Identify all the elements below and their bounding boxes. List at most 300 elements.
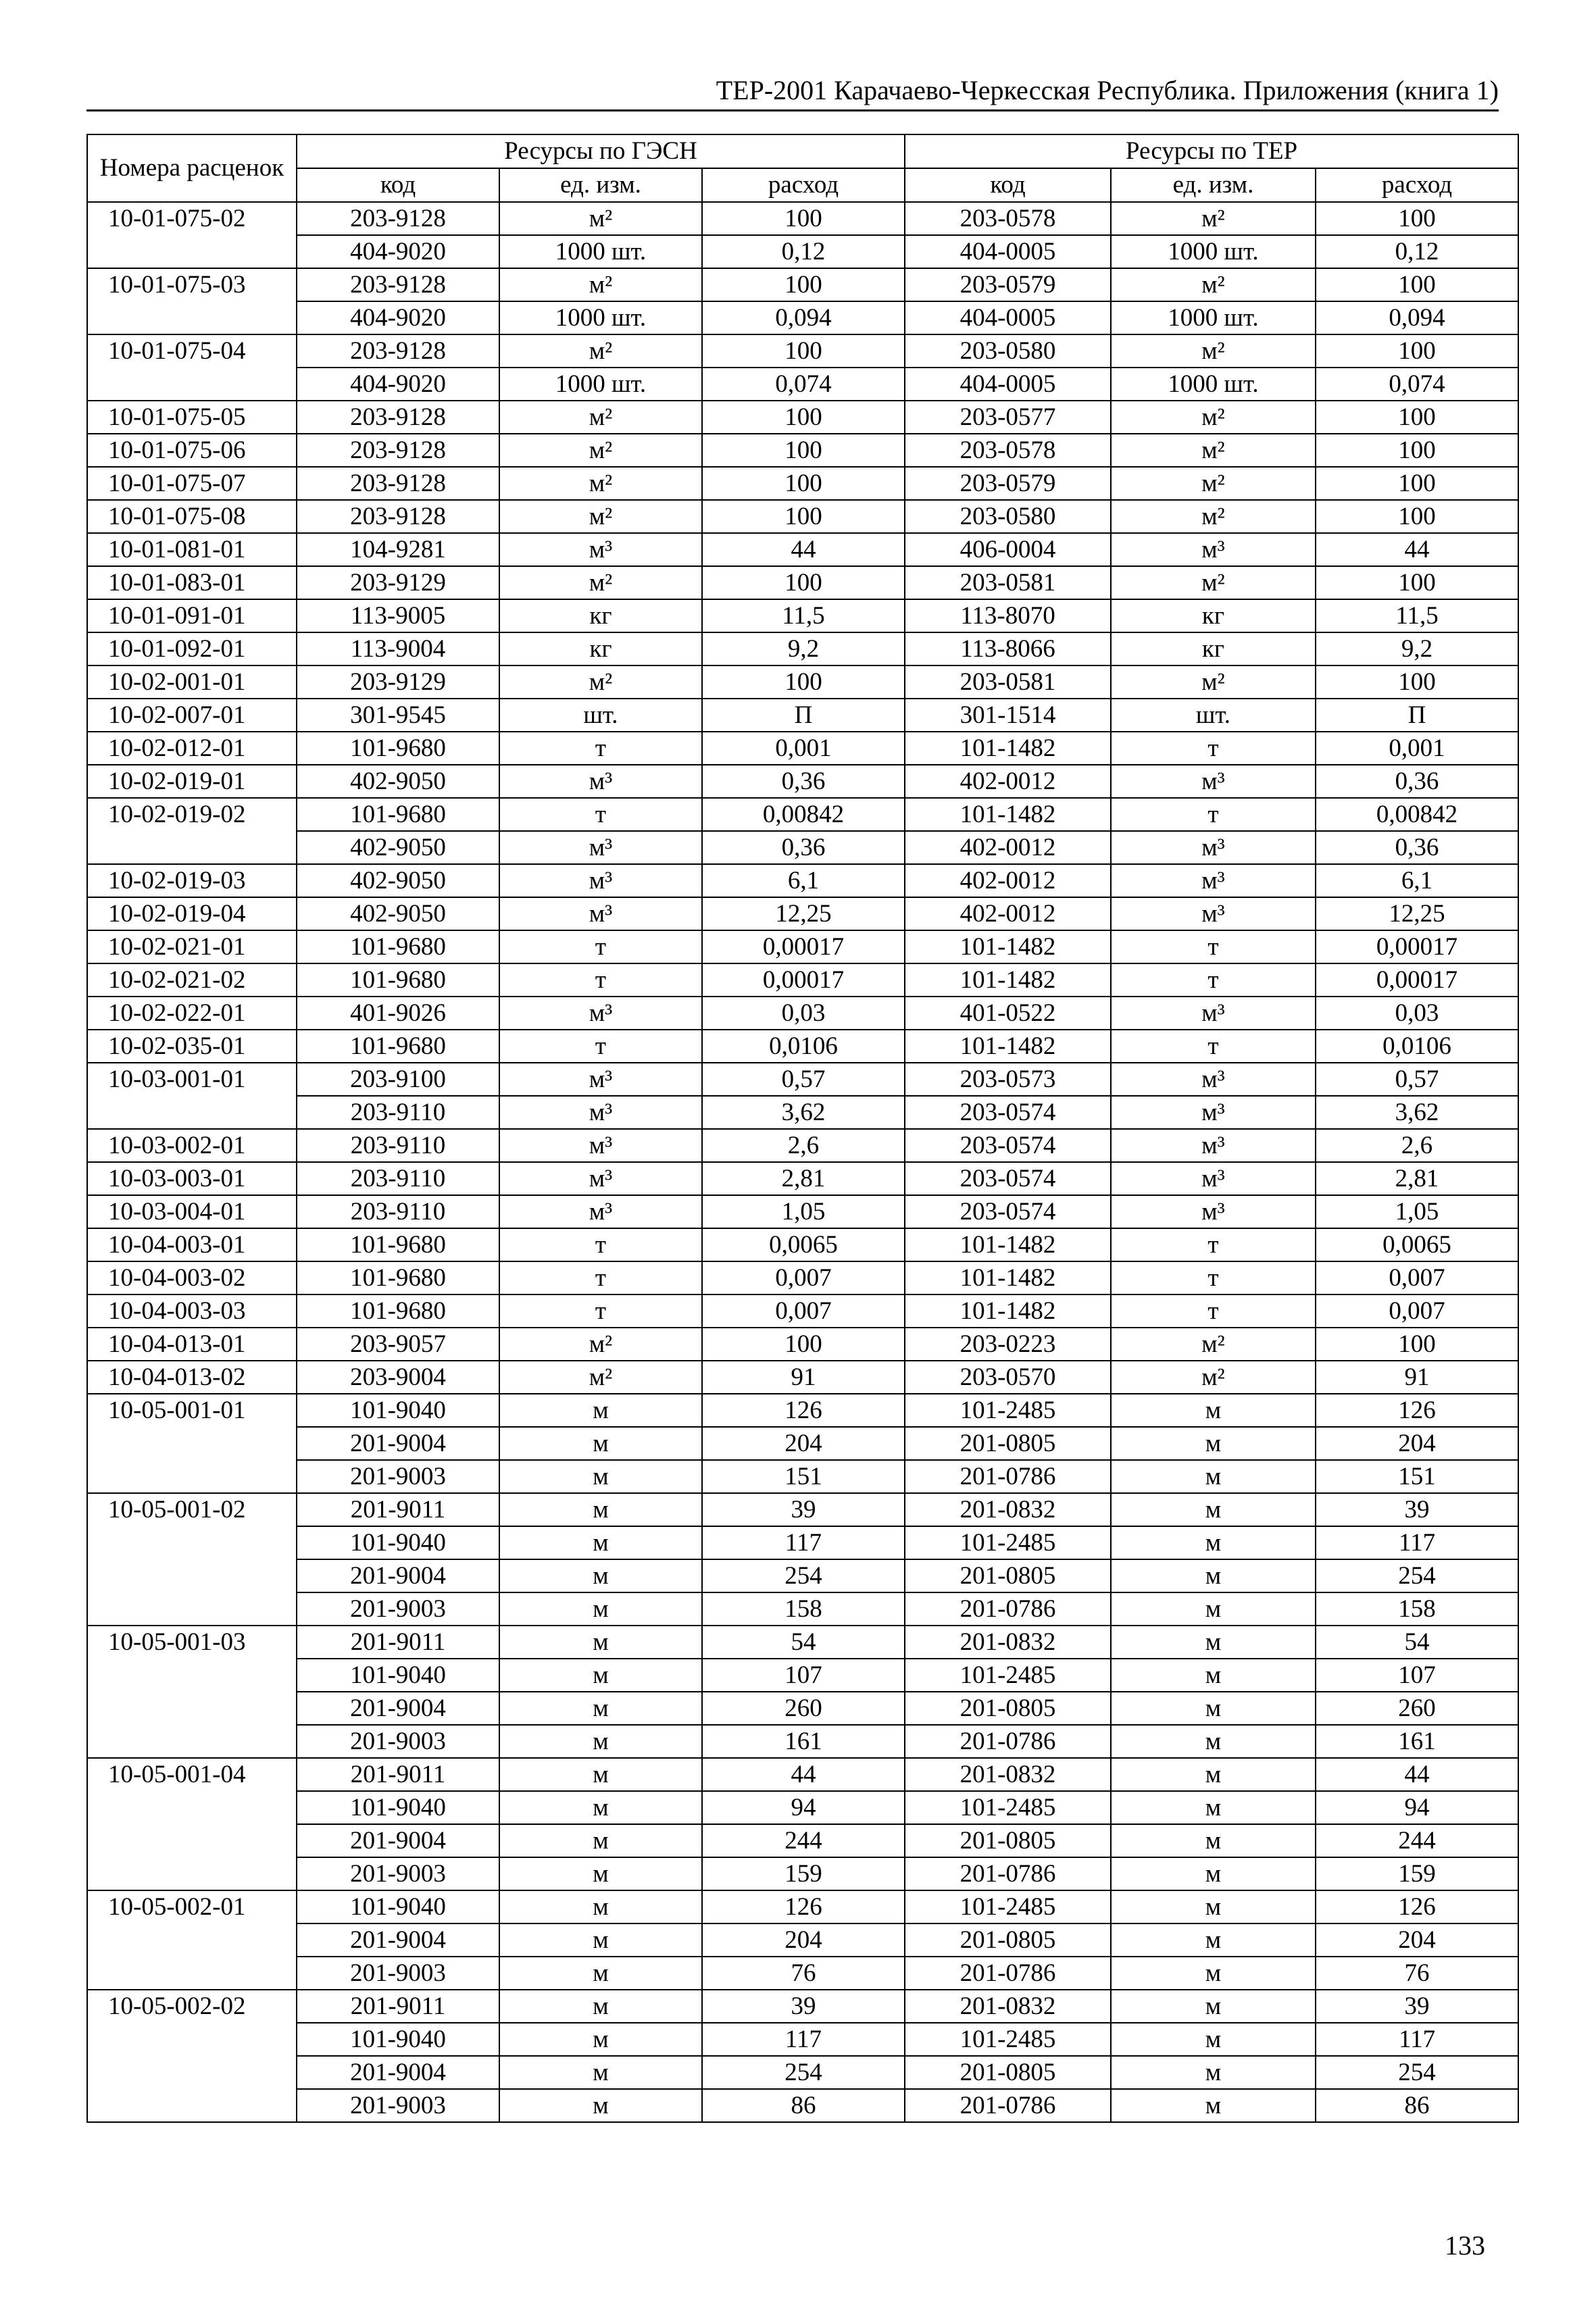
cell-ter-code: 402-0012 [905,864,1111,897]
cell-ter-qty: 11,5 [1316,599,1518,632]
cell-ter-qty: 76 [1316,1957,1518,1990]
cell-gesn-code: 203-9004 [297,1361,499,1394]
cell-gesn-unit: м [499,1990,702,2023]
cell-ter-unit: м [1111,1791,1316,1824]
table-row [87,434,1518,467]
cell-gesn-unit: т [499,1228,702,1261]
cell-gesn-code: 201-9011 [297,1758,499,1791]
cell-gesn-unit: м² [499,401,702,434]
cell-gesn-unit: кг [499,599,702,632]
table-row [87,1361,1518,1394]
cell-gesn-code: 201-9003 [297,1460,499,1493]
cell-rate-number: 10-01-075-04 [87,334,297,401]
page-header [86,68,1499,115]
cell-gesn-qty: 12,25 [702,897,905,930]
cell-ter-unit: м² [1111,467,1316,500]
cell-ter-unit: м [1111,1427,1316,1460]
cell-gesn-unit: м [499,1493,702,1526]
table-row [87,1460,1518,1493]
cell-gesn-qty: 0,03 [702,997,905,1030]
table-row [87,864,1518,897]
cell-rate-number: 10-01-075-08 [87,500,297,533]
cell-gesn-unit: м² [499,467,702,500]
table-row [87,301,1518,334]
cell-rate-number: 10-05-001-02 [87,1493,297,1626]
cell-ter-unit: м² [1111,202,1316,235]
cell-ter-unit: м³ [1111,997,1316,1030]
table-row [87,566,1518,599]
cell-gesn-code: 101-9680 [297,1261,499,1294]
cell-ter-unit: т [1111,930,1316,963]
cell-gesn-code: 203-9128 [297,401,499,434]
table-row [87,467,1518,500]
cell-ter-qty: 39 [1316,1493,1518,1526]
cell-ter-code: 201-0805 [905,1824,1111,1857]
cell-ter-unit: м³ [1111,864,1316,897]
cell-gesn-qty: 260 [702,1692,905,1725]
cell-rate-number: 10-02-019-01 [87,765,297,798]
cell-ter-qty: 0,007 [1316,1294,1518,1328]
cell-gesn-qty: 0,00842 [702,798,905,831]
cell-gesn-qty: 2,81 [702,1162,905,1195]
cell-gesn-code: 203-9110 [297,1096,499,1129]
cell-rate-number: 10-05-001-01 [87,1394,297,1493]
cell-ter-unit: м [1111,1626,1316,1659]
cell-ter-qty: 0,0065 [1316,1228,1518,1261]
cell-gesn-unit: м [499,1791,702,1824]
cell-gesn-qty: 100 [702,434,905,467]
cell-ter-qty: 100 [1316,500,1518,533]
cell-gesn-qty: 100 [702,665,905,699]
cell-ter-qty: 39 [1316,1990,1518,2023]
cell-gesn-code: 402-9050 [297,831,499,864]
cell-ter-qty: 1,05 [1316,1195,1518,1228]
cell-ter-unit: м [1111,1725,1316,1758]
table-row [87,1659,1518,1692]
table-row [87,1195,1518,1228]
cell-ter-qty: 151 [1316,1460,1518,1493]
cell-rate-number: 10-01-075-07 [87,467,297,500]
cell-ter-code: 203-0573 [905,1063,1111,1096]
cell-ter-unit: м³ [1111,765,1316,798]
cell-ter-code: 101-1482 [905,963,1111,997]
cell-ter-unit: м³ [1111,1195,1316,1228]
cell-gesn-code: 101-9680 [297,1228,499,1261]
cell-gesn-code: 203-9128 [297,268,499,301]
cell-gesn-code: 201-9011 [297,1493,499,1526]
cell-gesn-qty: 54 [702,1626,905,1659]
column-header-gesn-code: код [297,168,499,202]
cell-ter-code: 201-0805 [905,1923,1111,1957]
cell-gesn-code: 203-9128 [297,334,499,368]
cell-ter-qty: 0,074 [1316,368,1518,401]
cell-ter-qty: 126 [1316,1394,1518,1427]
cell-ter-unit: м [1111,1692,1316,1725]
cell-ter-unit: т [1111,732,1316,765]
cell-gesn-qty: 94 [702,1791,905,1824]
table-header [87,134,1518,202]
cell-ter-qty: 254 [1316,1559,1518,1592]
cell-gesn-unit: м [499,1923,702,1957]
cell-ter-code: 203-0223 [905,1328,1111,1361]
cell-ter-code: 201-0832 [905,1990,1111,2023]
cell-gesn-qty: 0,00017 [702,930,905,963]
cell-ter-qty: 0,03 [1316,997,1518,1030]
table-row [87,1890,1518,1923]
cell-ter-unit: м³ [1111,1129,1316,1162]
cell-gesn-qty: 39 [702,1990,905,2023]
cell-ter-code: 203-0581 [905,665,1111,699]
cell-ter-code: 201-0786 [905,1857,1111,1890]
cell-ter-code: 301-1514 [905,699,1111,732]
cell-ter-qty: 100 [1316,334,1518,368]
table-row [87,2023,1518,2056]
cell-ter-qty: 204 [1316,1427,1518,1460]
cell-ter-unit: м³ [1111,1096,1316,1129]
cell-gesn-unit: м³ [499,831,702,864]
cell-gesn-unit: м [499,1427,702,1460]
cell-gesn-unit: кг [499,632,702,665]
cell-gesn-qty: 244 [702,1824,905,1857]
resource-table [86,134,1519,2123]
table-row [87,897,1518,930]
cell-rate-number: 10-02-019-02 [87,798,297,864]
cell-gesn-unit: м² [499,1361,702,1394]
cell-ter-code: 203-0581 [905,566,1111,599]
cell-ter-qty: 100 [1316,665,1518,699]
cell-ter-code: 203-0574 [905,1096,1111,1129]
cell-rate-number: 10-02-012-01 [87,732,297,765]
cell-ter-unit: т [1111,1261,1316,1294]
cell-gesn-qty: 126 [702,1394,905,1427]
cell-gesn-unit: м³ [499,1195,702,1228]
cell-ter-qty: 2,6 [1316,1129,1518,1162]
cell-ter-unit: м² [1111,434,1316,467]
cell-ter-qty: 126 [1316,1890,1518,1923]
cell-ter-code: 404-0005 [905,235,1111,268]
cell-gesn-code: 101-9040 [297,1890,499,1923]
cell-ter-unit: м [1111,1990,1316,2023]
table-row [87,1626,1518,1659]
cell-ter-unit: м [1111,2056,1316,2089]
cell-rate-number: 10-01-075-05 [87,401,297,434]
cell-gesn-code: 201-9004 [297,1824,499,1857]
cell-gesn-code: 402-9050 [297,864,499,897]
cell-gesn-code: 203-9110 [297,1129,499,1162]
cell-ter-code: 101-2485 [905,1526,1111,1559]
cell-gesn-unit: т [499,732,702,765]
cell-ter-code: 203-0579 [905,467,1111,500]
cell-rate-number: 10-05-002-02 [87,1990,297,2122]
cell-ter-qty: 0,00842 [1316,798,1518,831]
cell-gesn-qty: 100 [702,401,905,434]
cell-ter-code: 203-0579 [905,268,1111,301]
cell-gesn-unit: м [499,2023,702,2056]
cell-ter-code: 203-0580 [905,500,1111,533]
cell-ter-qty: 91 [1316,1361,1518,1394]
cell-ter-code: 101-1482 [905,798,1111,831]
table-row [87,1294,1518,1328]
cell-gesn-code: 203-9057 [297,1328,499,1361]
cell-gesn-code: 201-9011 [297,1990,499,2023]
cell-gesn-unit: м² [499,500,702,533]
cell-rate-number: 10-02-019-03 [87,864,297,897]
cell-ter-code: 203-0570 [905,1361,1111,1394]
cell-gesn-unit: 1000 шт. [499,368,702,401]
cell-ter-code: 101-1482 [905,1261,1111,1294]
cell-ter-code: 401-0522 [905,997,1111,1030]
cell-gesn-code: 201-9004 [297,1427,499,1460]
cell-gesn-qty: 2,6 [702,1129,905,1162]
cell-ter-unit: т [1111,1294,1316,1328]
cell-gesn-qty: 254 [702,2056,905,2089]
cell-rate-number: 10-03-002-01 [87,1129,297,1162]
cell-gesn-unit: т [499,1030,702,1063]
cell-gesn-unit: м [499,1824,702,1857]
cell-rate-number: 10-01-075-06 [87,434,297,467]
cell-gesn-code: 101-9040 [297,1791,499,1824]
cell-gesn-unit: м [499,1394,702,1427]
cell-gesn-qty: 254 [702,1559,905,1592]
cell-gesn-unit: м² [499,202,702,235]
table-row [87,1162,1518,1195]
cell-gesn-qty: 100 [702,566,905,599]
cell-ter-unit: м³ [1111,831,1316,864]
table-row [87,1957,1518,1990]
cell-gesn-unit: м [499,1659,702,1692]
cell-gesn-unit: м [499,1857,702,1890]
table-row [87,930,1518,963]
cell-gesn-qty: 0,001 [702,732,905,765]
cell-rate-number: 10-04-003-02 [87,1261,297,1294]
table-row [87,1559,1518,1592]
cell-gesn-unit: 1000 шт. [499,301,702,334]
cell-ter-unit: м [1111,2023,1316,2056]
cell-gesn-qty: 100 [702,268,905,301]
cell-gesn-qty: 204 [702,1427,905,1460]
cell-gesn-qty: 0,007 [702,1261,905,1294]
table-row [87,1824,1518,1857]
table-row [87,1692,1518,1725]
cell-gesn-code: 101-9680 [297,1030,499,1063]
cell-ter-qty: 244 [1316,1824,1518,1857]
cell-gesn-unit: м³ [499,1162,702,1195]
cell-gesn-unit: м [499,1758,702,1791]
cell-gesn-qty: 0,007 [702,1294,905,1328]
table-row [87,1493,1518,1526]
cell-ter-qty: 3,62 [1316,1096,1518,1129]
cell-ter-code: 201-0786 [905,1592,1111,1626]
cell-gesn-qty: 100 [702,334,905,368]
cell-gesn-unit: м² [499,434,702,467]
column-header-ter-code: код [905,168,1111,202]
cell-gesn-code: 203-9128 [297,467,499,500]
cell-gesn-code: 203-9129 [297,566,499,599]
cell-ter-unit: 1000 шт. [1111,235,1316,268]
table-row [87,368,1518,401]
cell-gesn-qty: 204 [702,1923,905,1957]
cell-gesn-code: 101-9040 [297,1526,499,1559]
cell-ter-qty: 0,12 [1316,235,1518,268]
cell-gesn-qty: 91 [702,1361,905,1394]
cell-ter-code: 101-2485 [905,1659,1111,1692]
cell-ter-code: 203-0578 [905,434,1111,467]
cell-ter-code: 201-0832 [905,1626,1111,1659]
cell-ter-unit: кг [1111,632,1316,665]
cell-ter-code: 404-0005 [905,368,1111,401]
table-row [87,2089,1518,2122]
cell-ter-code: 203-0577 [905,401,1111,434]
cell-gesn-qty: 0,36 [702,831,905,864]
cell-gesn-unit: м² [499,1328,702,1361]
table-row [87,699,1518,732]
cell-ter-unit: кг [1111,599,1316,632]
cell-ter-unit: м [1111,2089,1316,2122]
cell-gesn-unit: м [499,1526,702,1559]
cell-gesn-qty: 9,2 [702,632,905,665]
cell-gesn-unit: м³ [499,1063,702,1096]
cell-gesn-unit: м³ [499,1129,702,1162]
cell-ter-code: 101-2485 [905,1890,1111,1923]
cell-ter-unit: м³ [1111,533,1316,566]
table-row [87,1427,1518,1460]
cell-gesn-code: 404-9020 [297,368,499,401]
cell-rate-number: 10-02-022-01 [87,997,297,1030]
table-row [87,632,1518,665]
cell-gesn-code: 113-9004 [297,632,499,665]
cell-gesn-unit: м² [499,334,702,368]
cell-gesn-qty: 0,00017 [702,963,905,997]
cell-ter-code: 201-0832 [905,1493,1111,1526]
cell-rate-number: 10-03-003-01 [87,1162,297,1195]
cell-gesn-unit: т [499,930,702,963]
cell-ter-qty: 44 [1316,1758,1518,1791]
cell-rate-number: 10-01-092-01 [87,632,297,665]
cell-gesn-code: 203-9100 [297,1063,499,1096]
cell-ter-qty: 12,25 [1316,897,1518,930]
cell-gesn-qty: 0,094 [702,301,905,334]
cell-gesn-qty: 0,12 [702,235,905,268]
cell-rate-number: 10-02-019-04 [87,897,297,930]
cell-gesn-unit: м³ [499,897,702,930]
table-row [87,533,1518,566]
cell-gesn-code: 201-9003 [297,2089,499,2122]
cell-ter-unit: м [1111,1493,1316,1526]
cell-ter-qty: 0,0106 [1316,1030,1518,1063]
table-row [87,1261,1518,1294]
cell-gesn-unit: м² [499,566,702,599]
cell-gesn-code: 101-9680 [297,798,499,831]
cell-ter-code: 201-0786 [905,1460,1111,1493]
cell-ter-code: 402-0012 [905,897,1111,930]
cell-gesn-code: 201-9004 [297,1559,499,1592]
column-header-gesn-unit: ед. изм. [499,168,702,202]
table-row [87,831,1518,864]
table-row [87,235,1518,268]
cell-ter-code: 101-1482 [905,1294,1111,1328]
cell-rate-number: 10-05-001-04 [87,1758,297,1890]
cell-rate-number: 10-05-002-01 [87,1890,297,1990]
cell-ter-qty: 2,81 [1316,1162,1518,1195]
cell-ter-qty: 260 [1316,1692,1518,1725]
table-row [87,1063,1518,1096]
cell-ter-code: 404-0005 [905,301,1111,334]
cell-gesn-code: 203-9110 [297,1195,499,1228]
cell-ter-qty: 107 [1316,1659,1518,1692]
cell-rate-number: 10-01-081-01 [87,533,297,566]
cell-ter-code: 101-1482 [905,732,1111,765]
cell-ter-qty: 100 [1316,566,1518,599]
cell-ter-code: 101-2485 [905,1791,1111,1824]
cell-ter-unit: м³ [1111,1162,1316,1195]
cell-rate-number: 10-02-007-01 [87,699,297,732]
cell-gesn-code: 201-9011 [297,1626,499,1659]
cell-gesn-qty: 0,57 [702,1063,905,1096]
cell-gesn-unit: м³ [499,997,702,1030]
cell-gesn-code: 101-9040 [297,1394,499,1427]
table-row [87,1725,1518,1758]
table-row [87,963,1518,997]
cell-ter-unit: м² [1111,268,1316,301]
cell-gesn-code: 203-9129 [297,665,499,699]
cell-gesn-unit: м [499,1725,702,1758]
cell-gesn-unit: т [499,963,702,997]
cell-gesn-code: 404-9020 [297,301,499,334]
cell-rate-number: 10-01-083-01 [87,566,297,599]
table-row [87,1328,1518,1361]
cell-gesn-code: 301-9545 [297,699,499,732]
cell-gesn-code: 101-9680 [297,732,499,765]
cell-gesn-unit: м [499,1692,702,1725]
cell-ter-unit: м [1111,1526,1316,1559]
cell-ter-code: 101-2485 [905,2023,1111,2056]
cell-gesn-code: 101-9040 [297,1659,499,1692]
cell-ter-code: 201-0805 [905,1559,1111,1592]
cell-rate-number: 10-03-001-01 [87,1063,297,1129]
cell-ter-qty: 0,00017 [1316,930,1518,963]
cell-gesn-qty: 100 [702,500,905,533]
cell-ter-unit: м² [1111,566,1316,599]
cell-ter-code: 203-0578 [905,202,1111,235]
table-row [87,599,1518,632]
cell-gesn-code: 104-9281 [297,533,499,566]
cell-gesn-qty: 117 [702,1526,905,1559]
table-row [87,732,1518,765]
cell-gesn-unit: м [499,1592,702,1626]
cell-ter-code: 203-0580 [905,334,1111,368]
cell-rate-number: 10-02-021-01 [87,930,297,963]
cell-gesn-qty: 100 [702,202,905,235]
group-header-gesn: Ресурсы по ГЭСН [297,134,905,168]
cell-gesn-unit: м³ [499,533,702,566]
cell-ter-code: 113-8070 [905,599,1111,632]
cell-gesn-unit: м [499,2056,702,2089]
cell-ter-unit: м [1111,1824,1316,1857]
table-row [87,268,1518,301]
cell-gesn-qty: 107 [702,1659,905,1692]
cell-gesn-code: 203-9128 [297,434,499,467]
cell-gesn-qty: 0,0065 [702,1228,905,1261]
cell-ter-code: 201-0786 [905,1725,1111,1758]
table-row [87,765,1518,798]
table-row [87,401,1518,434]
cell-gesn-qty: 1,05 [702,1195,905,1228]
cell-gesn-qty: 0,074 [702,368,905,401]
table-row [87,1758,1518,1791]
cell-gesn-unit: шт. [499,699,702,732]
cell-ter-qty: 44 [1316,533,1518,566]
cell-gesn-qty: 117 [702,2023,905,2056]
